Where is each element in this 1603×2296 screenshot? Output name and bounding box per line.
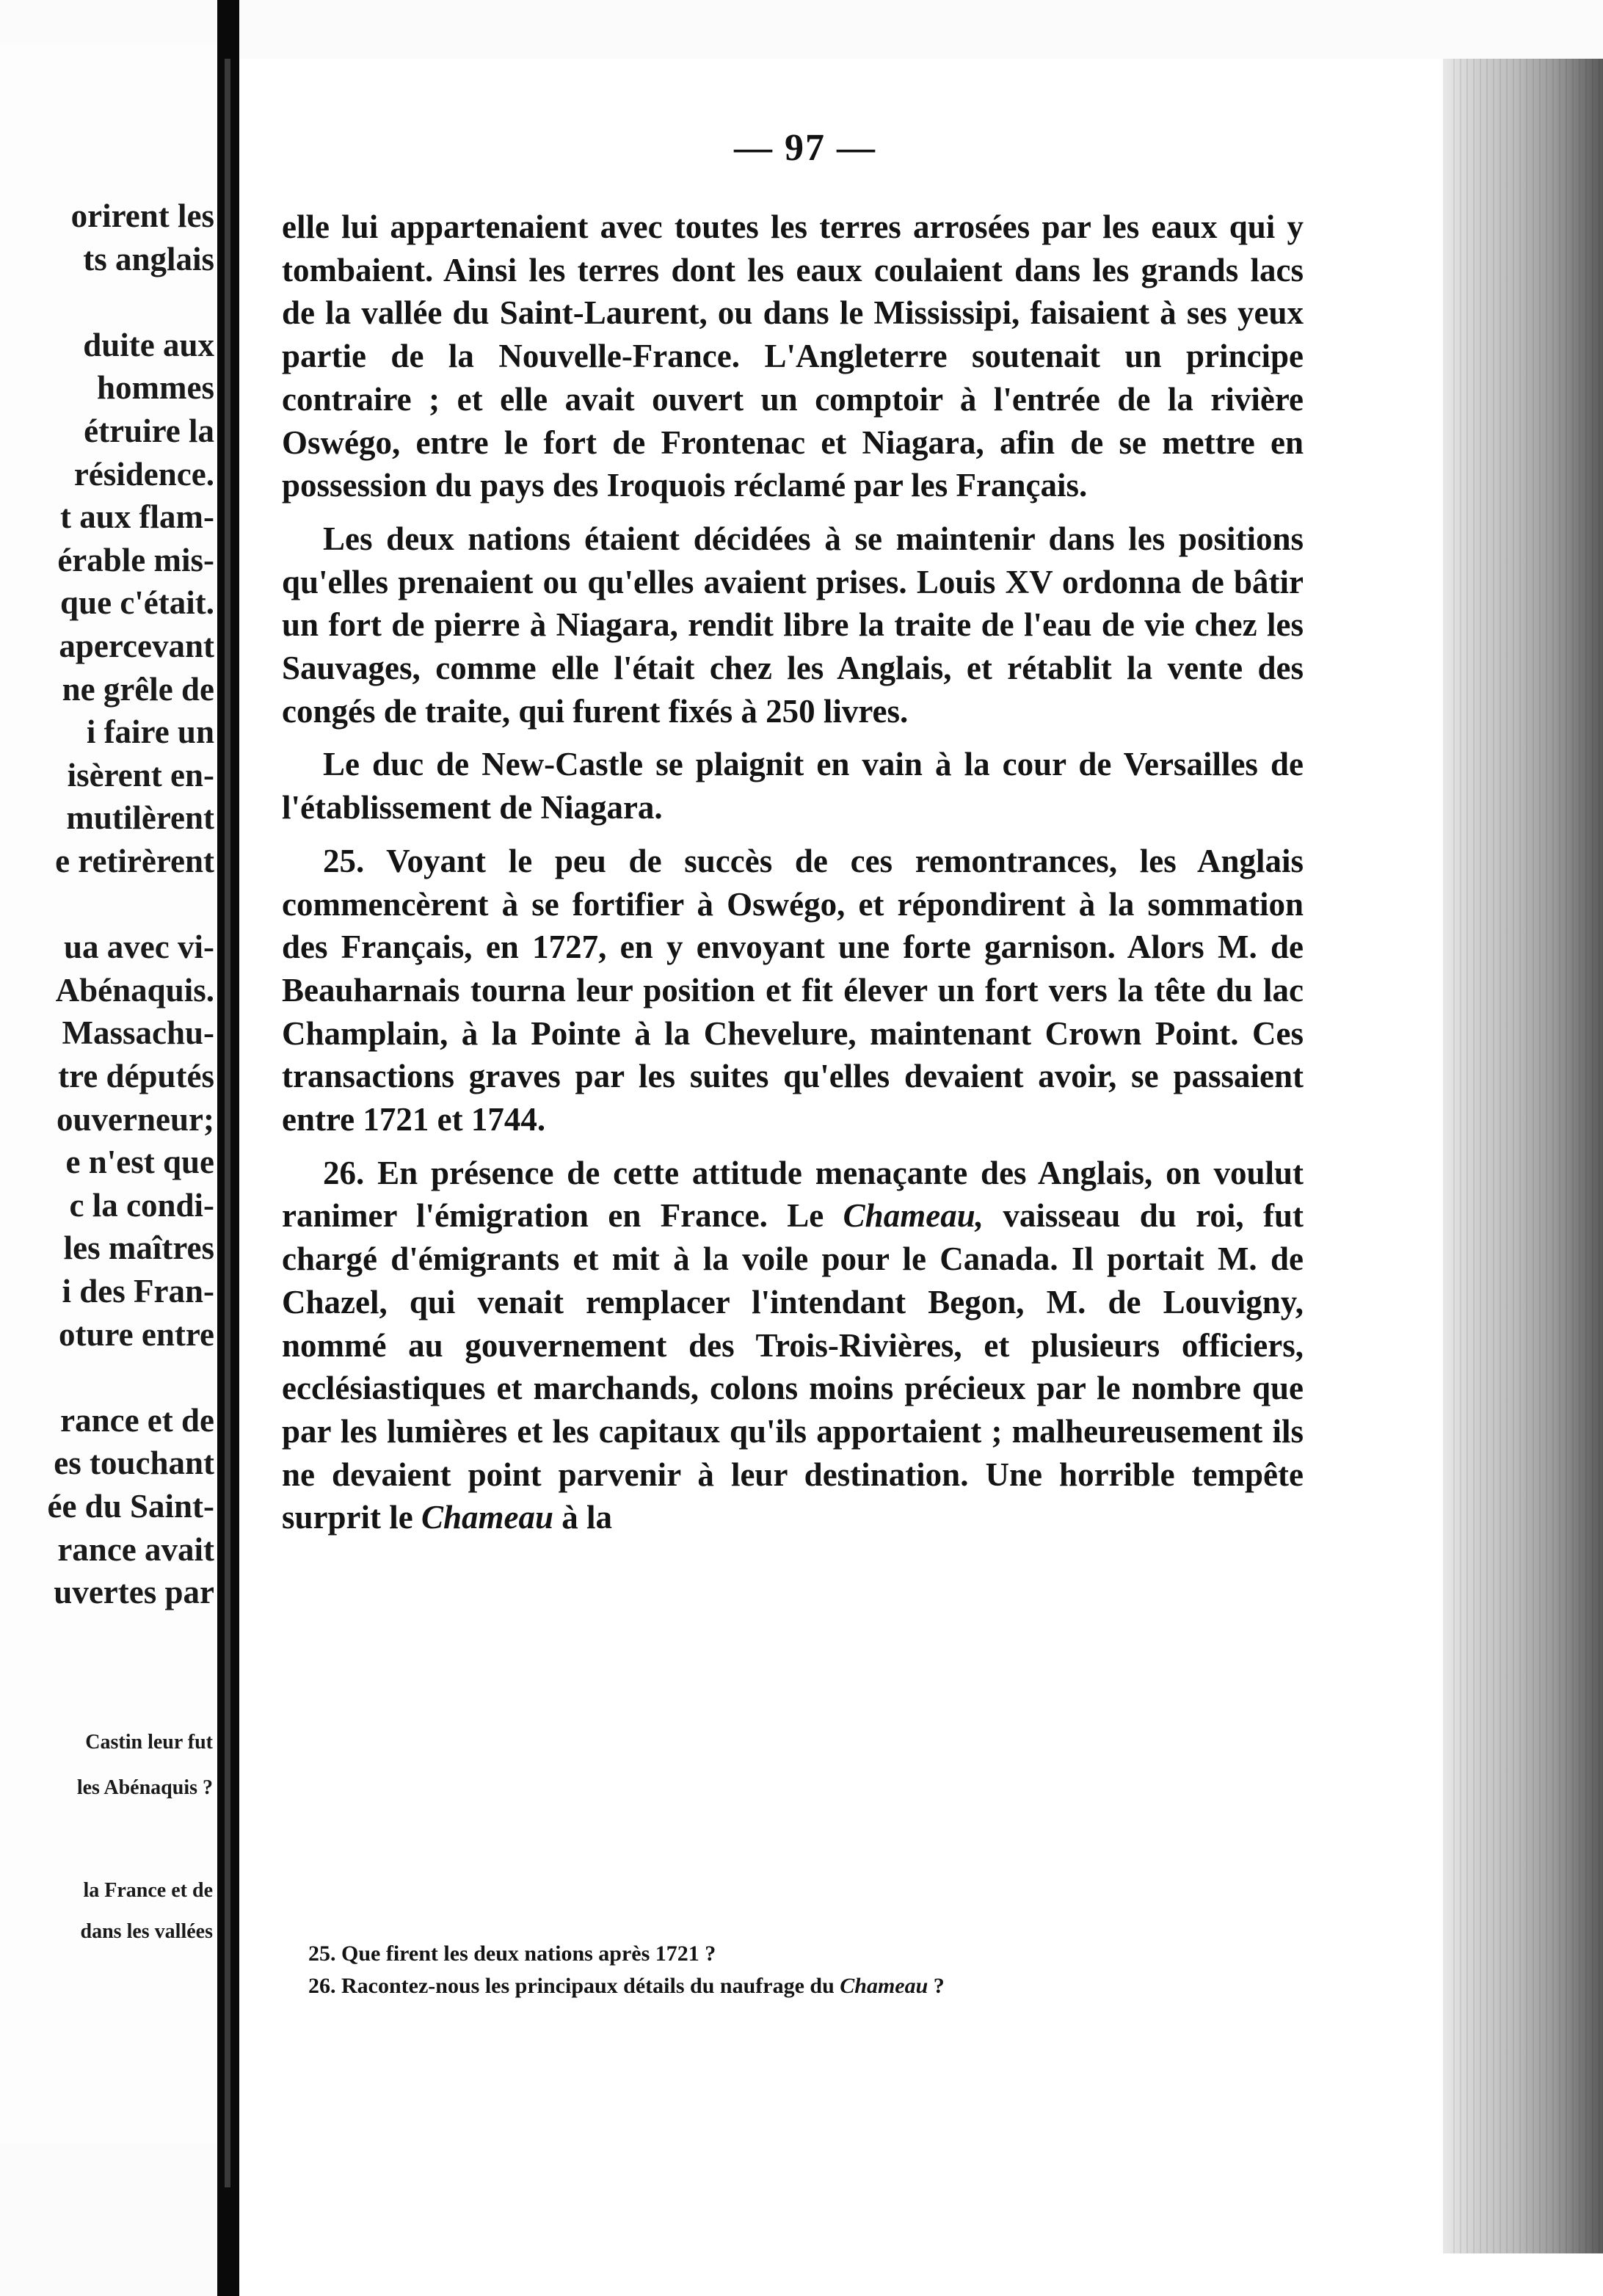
paragraph-26-part-c: vaisseau du roi, fut chargé d'émigrants et mit à la voile pour le Canada. Il portait M. de Chazel, qui venait remplacer l'intendant Begon, M. de Louvigny, nommé au gouvernement des Trois-Rivières, et plusieurs officiers, ecclésiastiques et marchands, colons moins précieux par le nombre que par les lumières et les capitaux qu'ils apportaient ; malheureusement ils ne devaient point parvenir à leur destination. Une horrible tempête surprit le: [282, 1197, 1304, 1536]
left-page-line: ne grêle de: [62, 670, 214, 708]
paragraph-1: elle lui appartenaient avec toutes les terres arrosées par les eaux qui y tombaient. Ainsi les terres dont les eaux coulaient dans les grands lacs de la vallée du Saint-Laurent, ou dans le Mississipi, faisaient à ses yeux partie de la Nouvelle-France. L'Angleterre soutenait un principe contraire ; et elle avait ouvert un comptoir à l'entrée de la rivière Oswégo, entre le fort de Frontenac et Niagara, afin de se mettre en possession du pays des Iroquois réclamé par les Français.: [282, 208, 1304, 504]
question-25: 25. Que firent les deux nations après 1721 ?: [308, 1941, 716, 1966]
left-page-line: i des Fran-: [62, 1273, 214, 1309]
left-page-line: c la condi-: [69, 1186, 214, 1224]
question-26-part-c: ?: [928, 1974, 945, 1998]
left-page-line: résidence.: [73, 455, 214, 493]
left-page-line: rance avait: [57, 1530, 214, 1568]
left-page-line: isèrent en-: [67, 756, 214, 793]
left-page-line: ts anglais: [83, 240, 214, 277]
left-page-line: ouverneur;: [57, 1100, 214, 1138]
previous-page-fragment: [0, 44, 217, 2143]
left-page-line: es touchant: [54, 1445, 214, 1482]
page-edge-stripes: [1453, 59, 1600, 2253]
paragraph-3: Le duc de New-Castle se plaignit en vain à la cour de Versailles de l'établissement de Niagara.: [282, 746, 1304, 827]
question-26-ship-name: Chameau: [840, 1974, 928, 1998]
left-page-line: i faire un: [86, 713, 214, 751]
left-page-line: orirent les: [70, 197, 214, 234]
left-page-line: duite aux: [83, 326, 214, 363]
ship-name-chameau-2: Chameau: [421, 1499, 554, 1536]
paragraph-26-part-a: 26. En présence de cette attitude menaçante des Anglais, on voulut ranimer l'émigration en France. Le: [282, 1154, 1304, 1235]
paragraph-25: 25. Voyant le peu de succès de ces remontrances, les Anglais commencèrent à se fortifier à Oswégo, et répondirent à la sommation des Français, en 1727, en y envoyant une forte garnison. Alors M. de Beauharnais tourna leur position et fit élever un fort vers la tête du lac Champlain, à la Pointe à la Chevelure, maintenant Crown Point. Ces transactions graves par les suites qu'elles devaient avoir, se passaient entre 1721 et 1744.: [282, 842, 1304, 1138]
left-page-question-line: la France et de: [83, 1879, 213, 1902]
left-page-line: e retirèrent: [55, 843, 214, 879]
left-page-line: tre députés: [58, 1058, 214, 1094]
left-page-line: uvertes par: [54, 1574, 214, 1611]
scan-bottom-margin: [239, 2253, 1603, 2296]
left-page-line: e n'est que: [65, 1144, 214, 1181]
left-page-line: ua avec vi-: [64, 929, 214, 966]
left-page-line: ée du Saint-: [47, 1488, 214, 1525]
left-page-line: oture entre: [58, 1315, 214, 1353]
review-questions: [308, 1938, 1336, 2002]
left-page-line: les maîtres: [63, 1229, 214, 1267]
left-page-line: étruire la: [84, 413, 214, 449]
left-page-line: apercevant: [59, 628, 214, 664]
left-page-line: mutilèrent: [66, 799, 214, 837]
left-page-line: Abénaquis.: [55, 971, 214, 1009]
left-page-question-line: les Abénaquis ?: [76, 1776, 213, 1799]
left-page-line: Massachu-: [62, 1014, 214, 1052]
body-text: [282, 206, 1304, 1550]
left-page-question-line: dans les vallées: [80, 1920, 213, 1943]
page-number: — 97 —: [734, 127, 876, 169]
ship-name-chameau: Chameau,: [843, 1197, 984, 1235]
left-page-question-line: Castin leur fut: [85, 1731, 213, 1754]
left-page-line: hommes: [97, 369, 214, 407]
book-gutter-highlight: [225, 59, 230, 2187]
question-26-part-a: 26. Racontez-nous les principaux détails du naufrage du: [308, 1974, 840, 1998]
left-page-line: érable mis-: [57, 541, 214, 578]
left-page-line: que c'était.: [60, 584, 214, 622]
paragraph-26-part-e: à la: [553, 1499, 613, 1536]
left-page-line: t aux flam-: [60, 498, 214, 536]
paragraph-2: Les deux nations étaient décidées à se maintenir dans les positions qu'elles prenaient ou qu'elles avaient prises. Louis XV ordonna de bâtir un fort de pierre à Niagara, rendit libre la traite de l'eau de vie chez les Sauvages, comme elle l'était chez les Anglais, et rétablit la vente des congés de traite, qui furent fixés à 250 livres.: [282, 520, 1304, 730]
question-26: [308, 1970, 1336, 2002]
paragraph-26: [282, 1152, 1304, 1539]
left-page-line: rance et de: [60, 1401, 214, 1439]
